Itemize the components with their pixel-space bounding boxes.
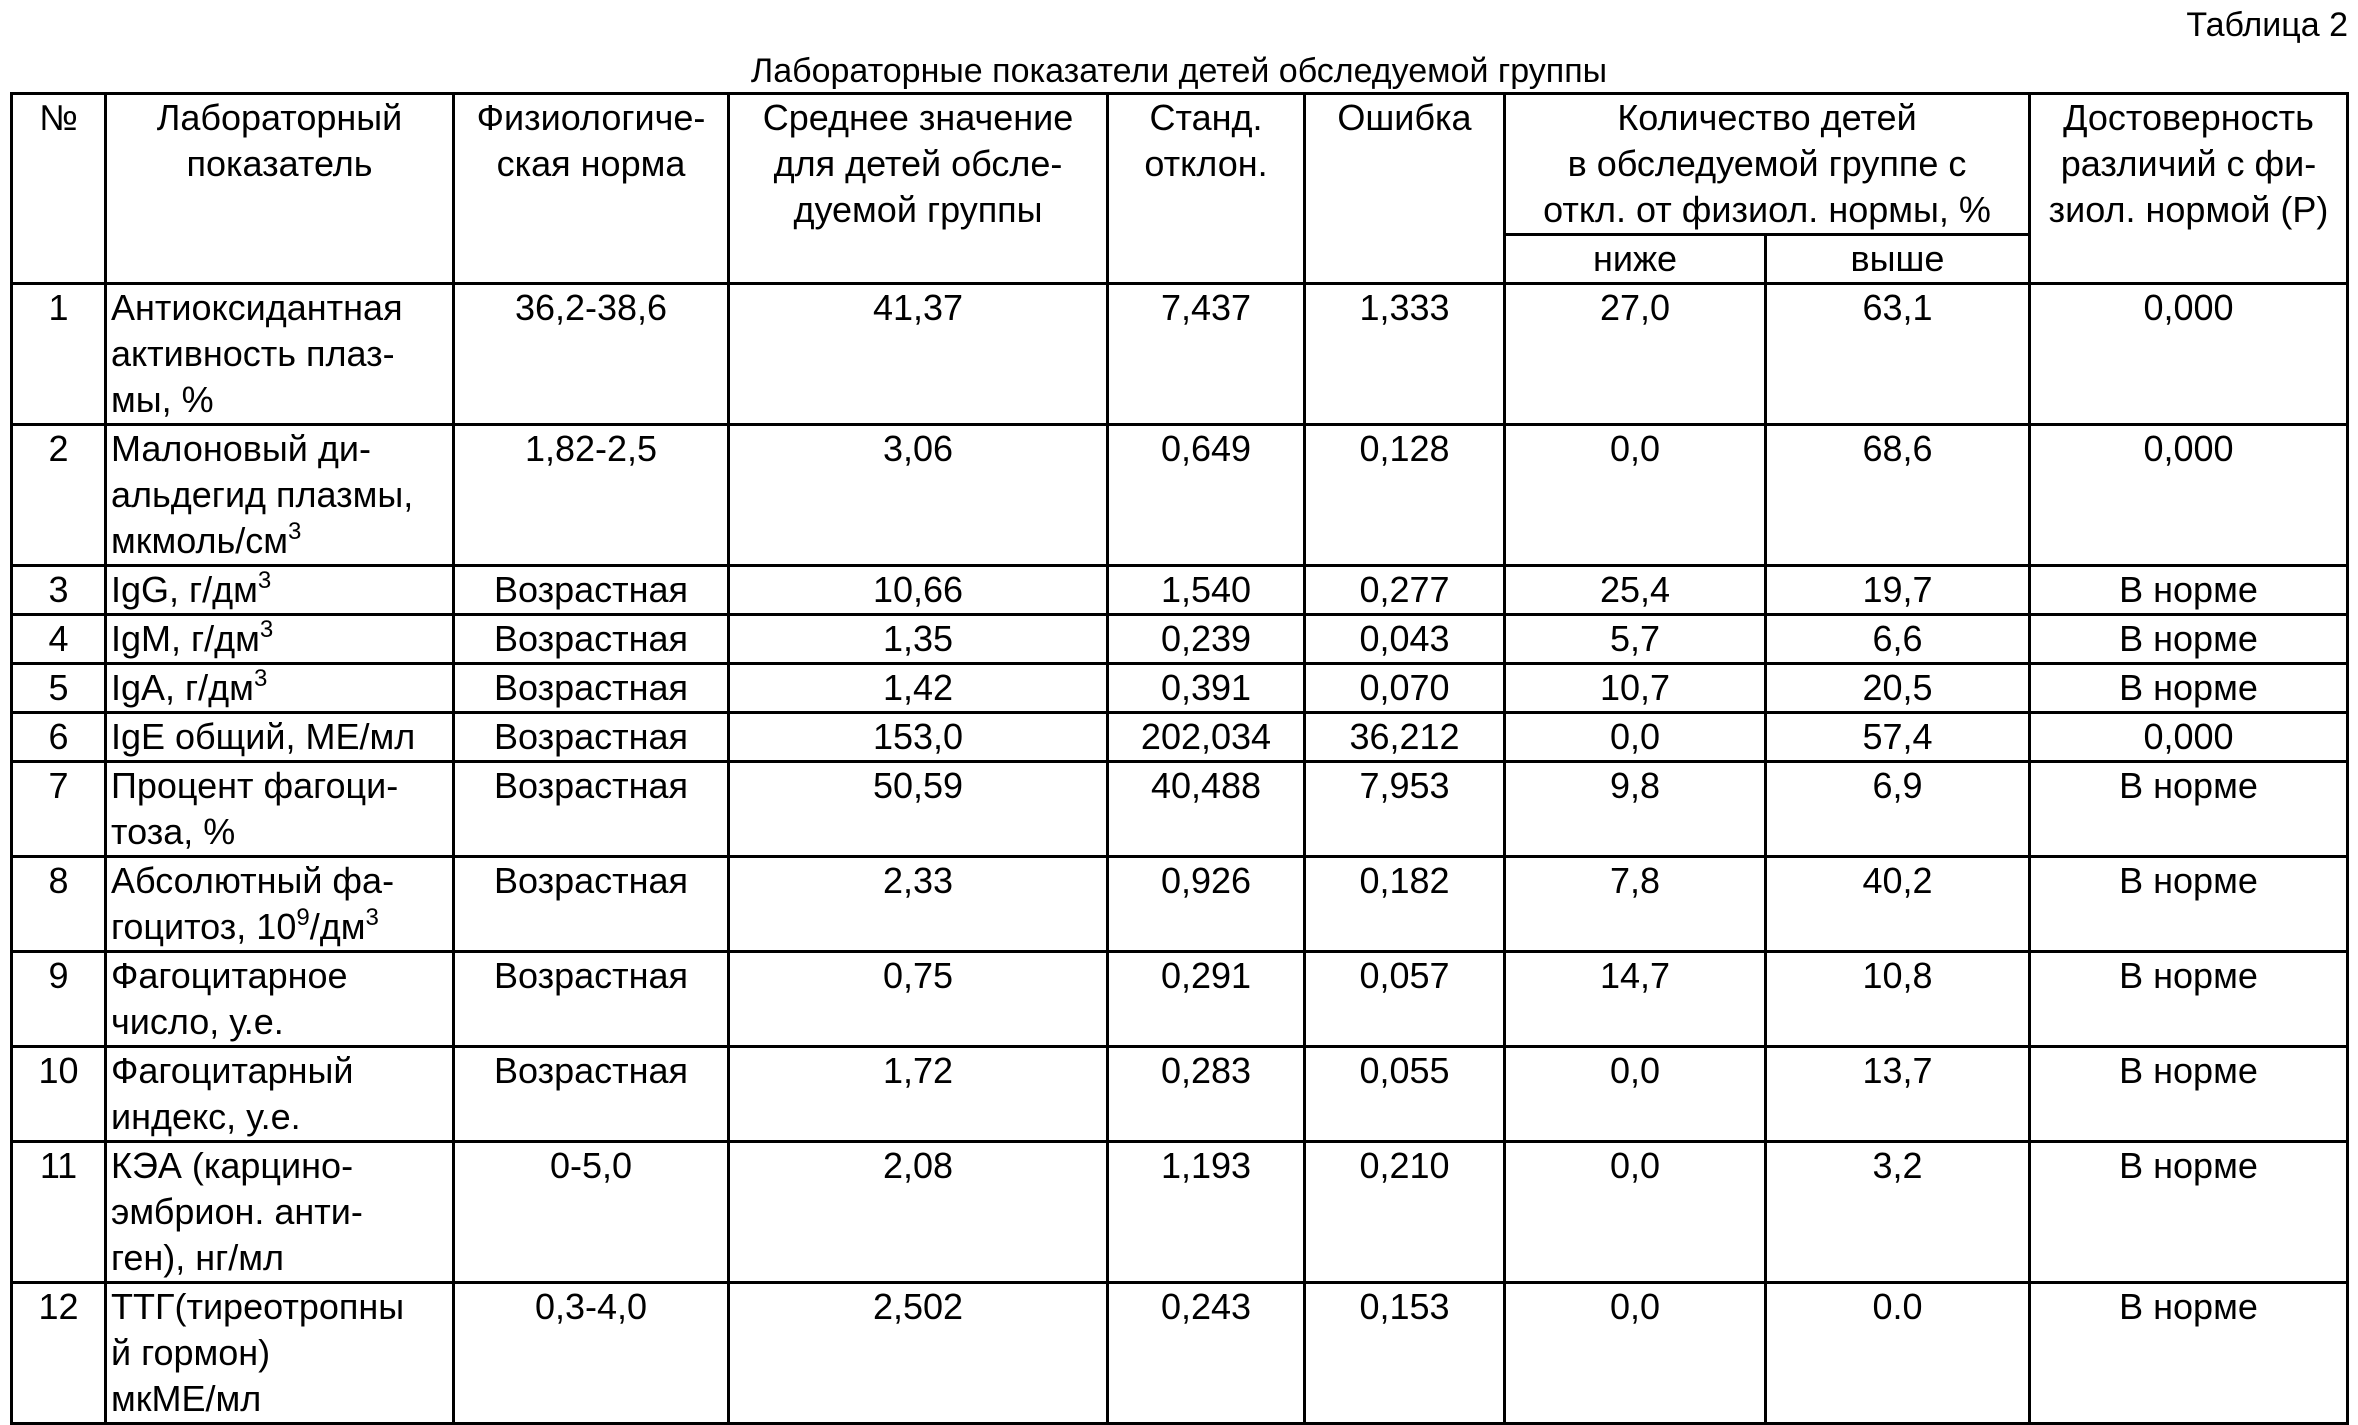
- header-above: выше: [1766, 235, 2030, 284]
- table-row: [12, 425, 2348, 566]
- lab-results-table: [10, 92, 2349, 1425]
- row-significance: 0,000: [2030, 284, 2348, 425]
- header-error: Ошибка: [1305, 94, 1505, 284]
- row-norm: Возрастная: [454, 664, 729, 713]
- table-row: [12, 1047, 2348, 1142]
- table-row: [12, 952, 2348, 1047]
- row-indicator: [106, 425, 454, 566]
- row-error: 0,153: [1305, 1283, 1505, 1424]
- row-mean: 41,37: [729, 284, 1108, 425]
- row-num: 6: [12, 713, 106, 762]
- table-row: [12, 762, 2348, 857]
- superscript: 9: [296, 904, 310, 931]
- row-error: 1,333: [1305, 284, 1505, 425]
- row-num: 8: [12, 857, 106, 952]
- header-below: ниже: [1505, 235, 1766, 284]
- row-mean: 50,59: [729, 762, 1108, 857]
- row-error: 0,182: [1305, 857, 1505, 952]
- row-error: 0,057: [1305, 952, 1505, 1047]
- row-norm: 0,3-4,0: [454, 1283, 729, 1424]
- row-norm: Возрастная: [454, 952, 729, 1047]
- header-norm: Физиологиче- ская норма: [454, 94, 729, 284]
- row-indicator: Фагоцитарный индекс, у.е.: [106, 1047, 454, 1142]
- row-std: 40,488: [1108, 762, 1305, 857]
- row-indicator: Антиоксидантная активность плаз- мы, %: [106, 284, 454, 425]
- row-std: 1,540: [1108, 566, 1305, 615]
- table-row: [12, 284, 2348, 425]
- header-std: Станд. отклон.: [1108, 94, 1305, 284]
- row-indicator: IgE общий, МЕ/мл: [106, 713, 454, 762]
- header-significance: Достоверность различий с фи- зиол. нормой (P): [2030, 94, 2348, 284]
- row-significance: В норме: [2030, 762, 2348, 857]
- table-row: [12, 713, 2348, 762]
- row-std: 202,034: [1108, 713, 1305, 762]
- row-mean: 2,33: [729, 857, 1108, 952]
- row-num: 5: [12, 664, 106, 713]
- row-indicator-unit: /дм: [309, 906, 366, 947]
- row-mean: 0,75: [729, 952, 1108, 1047]
- header-num: №: [12, 94, 106, 284]
- row-above: 0.0: [1766, 1283, 2030, 1424]
- row-error: 36,212: [1305, 713, 1505, 762]
- header-indicator: Лабораторный показатель: [106, 94, 454, 284]
- row-significance: В норме: [2030, 1283, 2348, 1424]
- row-error: 0,070: [1305, 664, 1505, 713]
- row-num: 2: [12, 425, 106, 566]
- row-indicator-text: IgG, г/дм: [111, 569, 258, 610]
- table-row: [12, 566, 2348, 615]
- table-row: [12, 1283, 2348, 1424]
- row-indicator-text: IgA, г/дм: [111, 667, 254, 708]
- row-std: 0,391: [1108, 664, 1305, 713]
- row-error: 0,128: [1305, 425, 1505, 566]
- row-above: 6,6: [1766, 615, 2030, 664]
- row-below: 27,0: [1505, 284, 1766, 425]
- row-num: 3: [12, 566, 106, 615]
- row-mean: 3,06: [729, 425, 1108, 566]
- row-norm: Возрастная: [454, 615, 729, 664]
- row-num: 9: [12, 952, 106, 1047]
- row-std: 0,291: [1108, 952, 1305, 1047]
- row-above: 20,5: [1766, 664, 2030, 713]
- row-above: 6,9: [1766, 762, 2030, 857]
- superscript: 3: [257, 567, 272, 594]
- header-mean: Среднее значение для детей обсле- дуемой группы: [729, 94, 1108, 284]
- table-row: [12, 857, 2348, 952]
- table-title: Лабораторные показатели детей обследуемой группы: [750, 52, 1608, 90]
- row-error: 0,043: [1305, 615, 1505, 664]
- row-std: 0,649: [1108, 425, 1305, 566]
- row-std: 0,243: [1108, 1283, 1305, 1424]
- row-significance: В норме: [2030, 664, 2348, 713]
- row-below: 0,0: [1505, 425, 1766, 566]
- row-std: 0,926: [1108, 857, 1305, 952]
- row-std: 0,239: [1108, 615, 1305, 664]
- row-below: 10,7: [1505, 664, 1766, 713]
- row-below: 7,8: [1505, 857, 1766, 952]
- row-below: 25,4: [1505, 566, 1766, 615]
- row-significance: В норме: [2030, 566, 2348, 615]
- row-num: 10: [12, 1047, 106, 1142]
- row-mean: 1,42: [729, 664, 1108, 713]
- row-indicator: ТТГ(тиреотропны й гормон) мкМЕ/мл: [106, 1283, 454, 1424]
- row-above: 10,8: [1766, 952, 2030, 1047]
- row-significance: В норме: [2030, 952, 2348, 1047]
- row-indicator: Фагоцитарное число, у.е.: [106, 952, 454, 1047]
- row-above: 63,1: [1766, 284, 2030, 425]
- table-number: Таблица 2: [2186, 6, 2348, 44]
- row-significance: В норме: [2030, 1047, 2348, 1142]
- row-mean: 2,08: [729, 1142, 1108, 1283]
- row-mean: 1,35: [729, 615, 1108, 664]
- row-mean: 1,72: [729, 1047, 1108, 1142]
- row-significance: В норме: [2030, 615, 2348, 664]
- row-above: 13,7: [1766, 1047, 2030, 1142]
- row-indicator: Процент фагоци- тоза, %: [106, 762, 454, 857]
- row-indicator: [106, 857, 454, 952]
- table-row: [12, 1142, 2348, 1283]
- superscript: 3: [288, 518, 302, 545]
- row-below: 5,7: [1505, 615, 1766, 664]
- row-indicator-text: Абсолютный фа- гоцитоз, 10: [111, 860, 395, 947]
- row-significance: В норме: [2030, 857, 2348, 952]
- header-count-group: Количество детей в обследуемой группе с откл. от физиол. нормы, %: [1505, 94, 2030, 235]
- row-significance: 0,000: [2030, 713, 2348, 762]
- row-indicator: [106, 566, 454, 615]
- row-above: 57,4: [1766, 713, 2030, 762]
- row-mean: 10,66: [729, 566, 1108, 615]
- row-indicator: [106, 615, 454, 664]
- row-indicator-text: Малоновый ди- альдегид плазмы, мкмоль/см: [111, 428, 414, 561]
- row-significance: В норме: [2030, 1142, 2348, 1283]
- row-num: 7: [12, 762, 106, 857]
- row-above: 40,2: [1766, 857, 2030, 952]
- row-mean: 2,502: [729, 1283, 1108, 1424]
- row-significance: 0,000: [2030, 425, 2348, 566]
- table-row: [12, 615, 2348, 664]
- row-norm: Возрастная: [454, 713, 729, 762]
- row-above: 3,2: [1766, 1142, 2030, 1283]
- row-norm: Возрастная: [454, 566, 729, 615]
- row-below: 0,0: [1505, 1047, 1766, 1142]
- row-above: 68,6: [1766, 425, 2030, 566]
- row-std: 1,193: [1108, 1142, 1305, 1283]
- row-error: 0,210: [1305, 1142, 1505, 1283]
- row-below: 0,0: [1505, 1283, 1766, 1424]
- row-norm: Возрастная: [454, 857, 729, 952]
- row-norm: Возрастная: [454, 762, 729, 857]
- header-row: [12, 94, 2348, 235]
- row-below: 0,0: [1505, 713, 1766, 762]
- row-num: 12: [12, 1283, 106, 1424]
- row-mean: 153,0: [729, 713, 1108, 762]
- row-num: 11: [12, 1142, 106, 1283]
- row-error: 0,055: [1305, 1047, 1505, 1142]
- superscript: 3: [259, 616, 274, 643]
- row-error: 0,277: [1305, 566, 1505, 615]
- table-row: [12, 664, 2348, 713]
- row-below: 0,0: [1505, 1142, 1766, 1283]
- row-above: 19,7: [1766, 566, 2030, 615]
- row-num: 1: [12, 284, 106, 425]
- row-below: 9,8: [1505, 762, 1766, 857]
- row-std: 7,437: [1108, 284, 1305, 425]
- row-error: 7,953: [1305, 762, 1505, 857]
- row-norm: 0-5,0: [454, 1142, 729, 1283]
- row-indicator-text: IgM, г/дм: [111, 618, 260, 659]
- superscript: 3: [253, 665, 268, 692]
- row-std: 0,283: [1108, 1047, 1305, 1142]
- row-indicator: [106, 664, 454, 713]
- row-num: 4: [12, 615, 106, 664]
- row-norm: 36,2-38,6: [454, 284, 729, 425]
- row-norm: Возрастная: [454, 1047, 729, 1142]
- superscript: 3: [365, 904, 379, 931]
- row-indicator: КЭА (карцино- эмбрион. анти- ген), нг/мл: [106, 1142, 454, 1283]
- row-norm: 1,82-2,5: [454, 425, 729, 566]
- row-below: 14,7: [1505, 952, 1766, 1047]
